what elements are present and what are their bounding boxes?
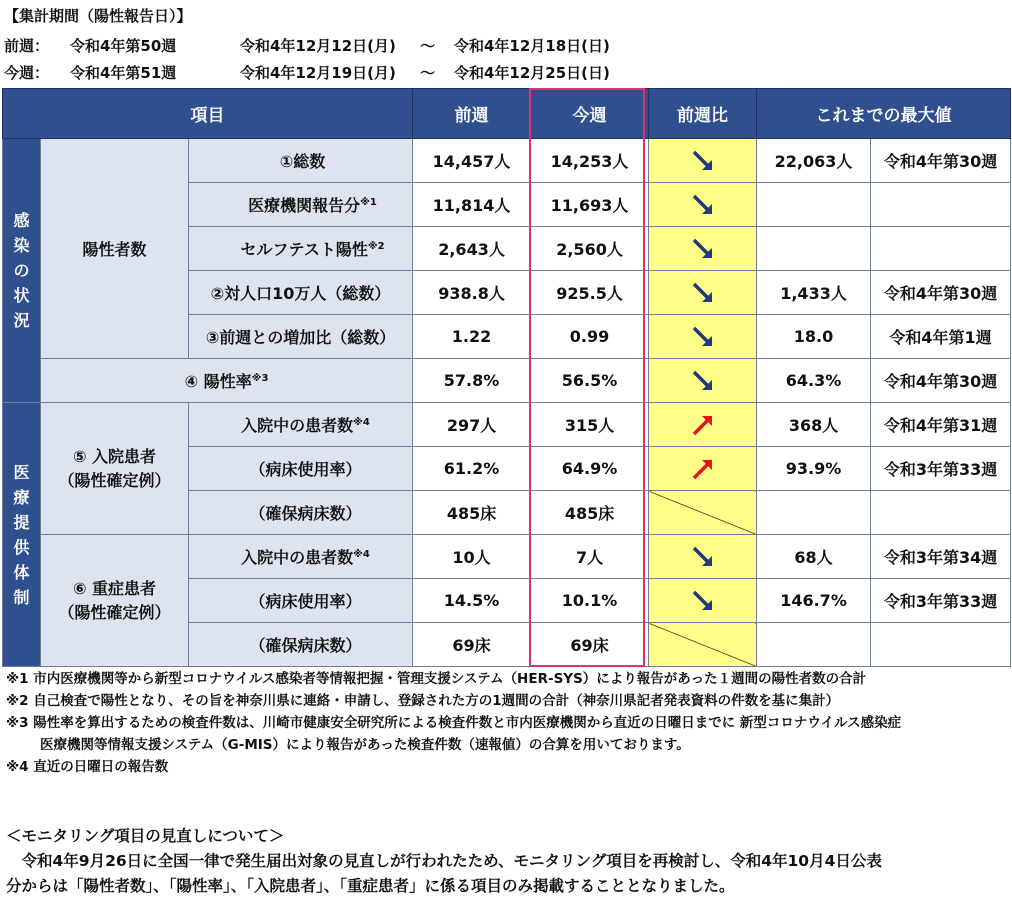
curr-value: 0.99: [531, 315, 649, 359]
group-severe: [41, 535, 189, 667]
category-infection: [3, 139, 41, 403]
category-medical-text: 医療提供体制: [13, 462, 30, 607]
prev-end: 令和4年12月18日(日): [454, 37, 610, 55]
footnote-1: ※1 市内医療機関等から新型コロナウイルス感染者等情報把握・管理支援システム（HER-SYS）により報告があった１週間の陽性者数の合計: [6, 671, 867, 687]
empty-max-week-cell: [871, 183, 1011, 227]
footnote-4: ※4 直近の日曜日の報告数: [6, 759, 169, 775]
prev-value: 938.8人: [413, 271, 531, 315]
curr-value: 315人: [531, 403, 649, 447]
review-body-line-2: 分からは「陽性者数」、「陽性率」、「入院患者」、「重症患者」に係る項目のみ掲載することとなりました。: [6, 877, 735, 895]
max-value: 18.0: [757, 315, 871, 359]
max-week: 令和4年第30週: [871, 271, 1011, 315]
max-week: 令和4年第30週: [871, 359, 1011, 403]
trend-cell: [649, 359, 757, 403]
trend-cell: [649, 579, 757, 623]
prev-value: 2,643人: [413, 227, 531, 271]
row-label: [189, 403, 413, 447]
footnotes: [6, 668, 1006, 778]
row-label: [189, 535, 413, 579]
row-label-text: 医療機関報告分: [248, 196, 361, 215]
max-week: 令和4年第31週: [871, 403, 1011, 447]
table-row: [3, 535, 1011, 579]
curr-value: 485床: [531, 491, 649, 535]
max-week: 令和3年第33週: [871, 447, 1011, 491]
trend-cell: [649, 271, 757, 315]
prev-value: 69床: [413, 623, 531, 667]
row-label: ①総数: [189, 139, 413, 183]
footnote-mark: ※4: [353, 417, 370, 428]
empty-max-cell: [757, 623, 871, 667]
row-label: [189, 183, 413, 227]
max-value: 68人: [757, 535, 871, 579]
max-value: 1,433人: [757, 271, 871, 315]
empty-trend-cell: [649, 623, 757, 667]
arrow-up-right-icon: [690, 456, 716, 482]
curr-value: 925.5人: [531, 271, 649, 315]
period-title: 【集計期間（陽性報告日）】: [4, 7, 192, 25]
col-header-curr: 今週: [531, 89, 649, 139]
row-label: （確保病床数）: [189, 623, 413, 667]
curr-value: 7人: [531, 535, 649, 579]
curr-value: 10.1%: [531, 579, 649, 623]
row-label-text: 入院中の患者数: [241, 548, 354, 567]
curr-value: 69床: [531, 623, 649, 667]
group-hospitalized: [41, 403, 189, 535]
curr-week: 令和4年第51週: [70, 64, 177, 82]
curr-tilde: ～: [420, 64, 436, 82]
max-week: 令和3年第33週: [871, 579, 1011, 623]
trend-cell: [649, 183, 757, 227]
prev-value: 10人: [413, 535, 531, 579]
positivity-label: ④ 陽性率: [184, 372, 252, 391]
prev-value: 297人: [413, 403, 531, 447]
group-positives: 陽性者数: [41, 139, 189, 359]
footnote-2: ※2 自己検査で陽性となり、その旨を神奈川県に連絡・申請し、登録された方の1週間の合計（神奈川県記者発表資料の件数を基に集計）: [6, 693, 840, 709]
curr-label: 今週：: [4, 64, 50, 82]
row-label: （確保病床数）: [189, 491, 413, 535]
footnote-mark: ※1: [360, 197, 377, 208]
prev-value: 14.5%: [413, 579, 531, 623]
arrow-down-right-icon: [690, 368, 716, 394]
curr-value: 56.5%: [531, 359, 649, 403]
trend-cell: [649, 139, 757, 183]
category-medical: [3, 403, 41, 667]
severe-subtitle: （陽性確定例）: [58, 602, 171, 622]
empty-trend-cell: [649, 491, 757, 535]
footnote-3: ※3 陽性率を算出するための検査件数は、川崎市健康安全研究所による検査件数と市内医療機関から直近の日曜日までに 新型コロナウイルス感染症: [6, 715, 902, 731]
prev-value: 11,814人: [413, 183, 531, 227]
arrow-down-right-icon: [690, 280, 716, 306]
empty-max-cell: [757, 227, 871, 271]
max-value: 368人: [757, 403, 871, 447]
hospitalized-title: ⑤ 入院患者: [72, 446, 157, 466]
max-value: 146.7%: [757, 579, 871, 623]
arrow-down-right-icon: [690, 236, 716, 262]
prev-label: 前週：: [4, 37, 50, 55]
empty-max-week-cell: [871, 491, 1011, 535]
severe-title: ⑥ 重症患者: [72, 578, 157, 598]
curr-value: 11,693人: [531, 183, 649, 227]
review-body-line-1: 令和4年9月26日に全国一律で発生届出対象の見直しが行われたため、モニタリング項目を再検討し、令和4年10月4日公表: [6, 852, 882, 870]
col-header-ratio: 前週比: [649, 89, 757, 139]
prev-value: 485床: [413, 491, 531, 535]
footnote-mark: ※3: [251, 373, 269, 384]
prev-value: 57.8%: [413, 359, 531, 403]
trend-cell: [649, 535, 757, 579]
col-header-item: 項目: [3, 89, 413, 139]
trend-cell: [649, 447, 757, 491]
monitoring-table: [2, 88, 1011, 667]
max-value: 93.9%: [757, 447, 871, 491]
col-header-prev: 前週: [413, 89, 531, 139]
max-week: 令和3年第34週: [871, 535, 1011, 579]
row-label: [189, 227, 413, 271]
curr-value: 64.9%: [531, 447, 649, 491]
prev-value: 61.2%: [413, 447, 531, 491]
empty-max-cell: [757, 183, 871, 227]
row-label: ③前週との増加比（総数）: [189, 315, 413, 359]
max-value: 22,063人: [757, 139, 871, 183]
curr-value: 2,560人: [531, 227, 649, 271]
trend-cell: [649, 315, 757, 359]
curr-start: 令和4年12月19日(月): [240, 64, 396, 82]
arrow-down-right-icon: [690, 192, 716, 218]
row-label: （病床使用率）: [189, 579, 413, 623]
curr-value: 14,253人: [531, 139, 649, 183]
hospitalized-subtitle: （陽性確定例）: [58, 470, 171, 490]
footnote-mark: ※2: [367, 241, 385, 252]
group-positivity: [41, 359, 413, 403]
arrow-down-right-icon: [690, 148, 716, 174]
monitoring-review-note: [6, 824, 1006, 899]
arrow-down-right-icon: [690, 544, 716, 570]
curr-end: 令和4年12月25日(日): [454, 64, 610, 82]
empty-max-cell: [757, 491, 871, 535]
trend-cell: [649, 403, 757, 447]
footnote-3-continued: 医療機関等情報支援システム（G-MIS）により報告があった検査件数（速報値）の合算を用いております。: [40, 737, 690, 753]
prev-value: 14,457人: [413, 139, 531, 183]
arrow-up-right-icon: [690, 412, 716, 438]
max-week: 令和4年第30週: [871, 139, 1011, 183]
arrow-down-right-icon: [690, 588, 716, 614]
row-label-text: 入院中の患者数: [241, 416, 354, 435]
col-header-max: これまでの最大値: [757, 89, 1011, 139]
category-infection-text: 感染の状況: [13, 211, 30, 330]
prev-value: 1.22: [413, 315, 531, 359]
row-label-text: セルフテスト陽性: [240, 240, 368, 259]
empty-max-week-cell: [871, 227, 1011, 271]
table-row: [3, 359, 1011, 403]
prev-tilde: ～: [420, 37, 436, 55]
arrow-down-right-icon: [690, 324, 716, 350]
review-title: ＜モニタリング項目の見直しについて＞: [6, 827, 285, 845]
empty-max-week-cell: [871, 623, 1011, 667]
row-label: ②対人口10万人（総数）: [189, 271, 413, 315]
trend-cell: [649, 227, 757, 271]
row-label: （病床使用率）: [189, 447, 413, 491]
max-value: 64.3%: [757, 359, 871, 403]
footnote-mark: ※4: [353, 549, 370, 560]
table-row: [3, 403, 1011, 447]
max-week: 令和4年第1週: [871, 315, 1011, 359]
prev-week: 令和4年第50週: [70, 37, 177, 55]
table-row: [3, 139, 1011, 183]
prev-start: 令和4年12月12日(月): [240, 37, 396, 55]
